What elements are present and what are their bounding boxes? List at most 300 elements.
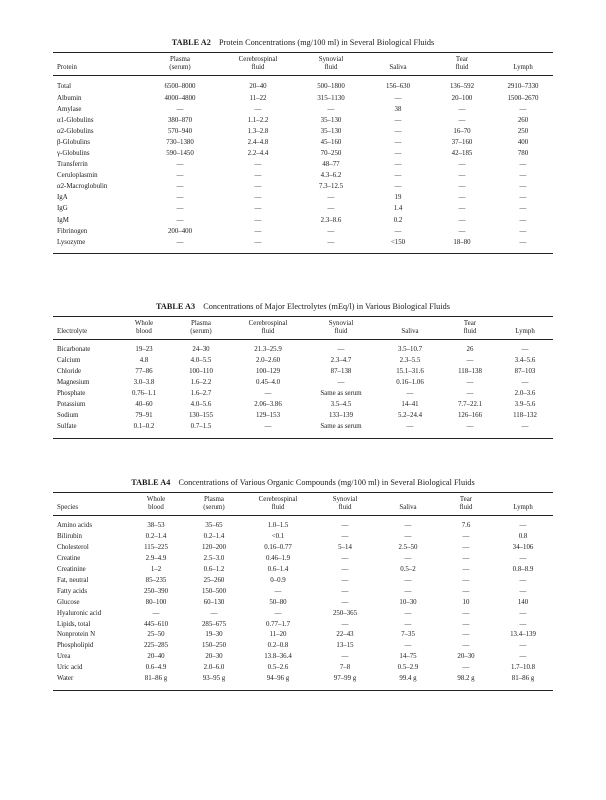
table-row — [53, 630, 553, 641]
table-cell: 2.0–2.60 — [255, 357, 281, 365]
table-row — [53, 587, 553, 598]
column-header: Tear fluid — [459, 496, 473, 512]
table-cell: 35–65 — [205, 522, 223, 530]
row-label: Water — [57, 675, 74, 683]
table-cell: — — [176, 205, 184, 213]
table-cell: — — [519, 576, 527, 584]
table-cell: — — [341, 555, 349, 563]
table-cell: 1.4 — [393, 205, 403, 213]
table-cell: — — [406, 390, 414, 398]
table-cell: — — [394, 127, 402, 135]
table-cell: — — [519, 238, 527, 246]
table-cell: 590–1450 — [166, 149, 194, 157]
table-cell: — — [394, 149, 402, 157]
table-cell: — — [458, 216, 466, 224]
table-cell: 14–41 — [401, 400, 419, 408]
table-cell: — — [337, 379, 345, 387]
table-cell: — — [341, 587, 349, 595]
table-cell: 45–160 — [320, 138, 342, 146]
table-cell: 250–365 — [332, 609, 358, 617]
table-cell: 0.2–1.4 — [145, 533, 167, 541]
column-header: Plasma (serum) — [169, 56, 191, 72]
table-cell: 4.0–5.5 — [190, 357, 212, 365]
table-cell: 99.4 g — [399, 675, 417, 683]
table-row — [53, 554, 553, 565]
table-cell: 0.6–4.9 — [145, 664, 167, 672]
table-cell: — — [521, 379, 529, 387]
table-cell: 0.2–1.4 — [203, 533, 225, 541]
row-label: Sodium — [57, 411, 79, 419]
row-label: Bicarbonate — [57, 346, 91, 354]
table-cell: 0.46–1.9 — [265, 555, 291, 563]
table-cell: 4.0–5.6 — [190, 400, 212, 408]
table-cell: — — [394, 172, 402, 180]
table-cell: — — [404, 555, 412, 563]
table-a2-caption — [53, 38, 553, 47]
table-cell: 1500–2670 — [507, 94, 539, 102]
table-row — [53, 543, 553, 554]
table-cell: 10 — [462, 598, 470, 606]
table-cell: 2.0–3.6 — [514, 390, 536, 398]
table-cell: 6500–8000 — [164, 83, 196, 91]
table-cell: 120–200 — [201, 544, 227, 552]
table-cell: — — [406, 422, 414, 430]
table-cell: — — [394, 161, 402, 169]
table-cell: — — [404, 609, 412, 617]
table-cell: 3.9–5.6 — [514, 400, 536, 408]
table-cell: — — [519, 161, 527, 169]
table-cell: 79–91 — [135, 411, 153, 419]
table-cell: 4.8 — [139, 357, 149, 365]
column-header: Lymph — [515, 328, 535, 336]
table-cell: — — [254, 238, 262, 246]
table-cell: 1.7–10.8 — [510, 664, 536, 672]
table-cell: 18–80 — [453, 238, 471, 246]
table-a4 — [53, 492, 553, 691]
table-cell: 20–40 — [249, 83, 267, 91]
table-cell: 285–675 — [201, 620, 227, 628]
table-cell: 118–138 — [458, 368, 482, 376]
column-header: Species — [57, 504, 79, 512]
table-cell: 0.7–1.5 — [190, 422, 212, 430]
table-cell: 13–15 — [336, 642, 354, 650]
table-row — [53, 521, 553, 532]
table-cell: — — [519, 609, 527, 617]
table-cell: 0.16–0.77 — [264, 544, 292, 552]
table-cell: 81–86 g — [511, 675, 535, 683]
table-cell: — — [254, 205, 262, 213]
table-cell: 19–30 — [205, 631, 223, 639]
table-cell: — — [254, 172, 262, 180]
table-cell: — — [341, 653, 349, 661]
column-header: Saliva — [401, 328, 419, 336]
table-cell: 0.6–1.4 — [267, 566, 289, 574]
column-header: Tear fluid — [455, 56, 469, 72]
table-cell: — — [254, 216, 262, 224]
table-row — [53, 203, 553, 214]
table-row — [53, 609, 553, 620]
table-row — [53, 215, 553, 226]
row-label: Magnesium — [57, 379, 90, 387]
table-cell: 2.06–3.86 — [254, 400, 282, 408]
table-cell: 118–132 — [513, 411, 537, 419]
table-cell: 136–592 — [449, 83, 475, 91]
table-cell: 225–285 — [143, 642, 169, 650]
table-cell: 60–130 — [203, 598, 225, 606]
table-cell: 0.16–1.06 — [396, 379, 424, 387]
row-label: IgM — [57, 216, 69, 224]
table-cell: — — [274, 609, 282, 617]
table-cell: 70–250 — [320, 149, 342, 157]
row-label: Phospholipid — [57, 642, 94, 650]
table-cell: — — [341, 533, 349, 541]
table-row — [53, 422, 553, 433]
table-cell: — — [519, 194, 527, 202]
row-label: Uric acid — [57, 664, 83, 672]
table-cell: 400 — [517, 138, 529, 146]
table-cell: 26 — [466, 346, 474, 354]
table-cell: — — [341, 566, 349, 574]
table-cell: — — [176, 183, 184, 191]
table-cell: 0.77–1.7 — [265, 620, 291, 628]
table-row — [53, 93, 553, 104]
table-cell: — — [462, 609, 470, 617]
table-cell: 7–35 — [401, 631, 415, 639]
table-cell: 100–110 — [189, 368, 213, 376]
table-cell: — — [341, 620, 349, 628]
table-row — [53, 576, 553, 587]
table-row — [53, 641, 553, 652]
table-cell: 3.4–5.6 — [514, 357, 536, 365]
table-a2-block — [53, 38, 553, 254]
table-cell: 37–160 — [451, 138, 473, 146]
table-cell: 16–70 — [453, 127, 471, 135]
table-a4-caption — [53, 478, 553, 487]
table-cell: — — [341, 598, 349, 606]
table-cell: 50–80 — [269, 598, 287, 606]
table-cell: — — [176, 161, 184, 169]
table-row — [53, 148, 553, 159]
table-cell: 2.5–50 — [398, 544, 418, 552]
table-cell: 81–86 g — [144, 675, 168, 683]
column-header: Synovial fluid — [332, 496, 358, 512]
table-cell: Same as serum — [320, 422, 362, 430]
table-cell: — — [521, 346, 529, 354]
table-cell: 2.0–6.0 — [203, 664, 225, 672]
table-cell: 77–86 — [135, 368, 153, 376]
column-header: Whole blood — [134, 320, 154, 336]
table-cell: 0.5–2.6 — [267, 664, 289, 672]
table-cell: 85–235 — [145, 576, 167, 584]
table-cell: — — [254, 194, 262, 202]
table-cell: 93–95 g — [202, 675, 226, 683]
table-row — [53, 367, 553, 378]
table-cell: — — [458, 227, 466, 235]
table-cell: 42–185 — [451, 149, 473, 157]
row-label: Hyaluronic acid — [57, 609, 102, 617]
table-cell: 38–53 — [147, 522, 165, 530]
table-cell: 250 — [517, 127, 529, 135]
table-cell: 445–610 — [143, 620, 169, 628]
table-cell: — — [462, 566, 470, 574]
table-row — [53, 356, 553, 367]
table-row — [53, 663, 553, 674]
table-cell: 250–390 — [143, 587, 169, 595]
table-cell: — — [264, 390, 272, 398]
table-cell: 0.2–0.8 — [267, 642, 289, 650]
table-cell: — — [327, 194, 335, 202]
table-cell: 315–1130 — [317, 94, 345, 102]
table-cell: — — [274, 587, 282, 595]
column-header: Protein — [57, 64, 77, 72]
table-a4-header-row — [53, 493, 553, 516]
table-cell: 1–2 — [150, 566, 162, 574]
column-header: Plasma (serum) — [203, 496, 225, 512]
row-label: Creatine — [57, 555, 81, 563]
row-label: α1-Globulins — [57, 116, 94, 124]
table-cell: — — [462, 642, 470, 650]
table-cell: — — [519, 587, 527, 595]
table-cell: 94–96 g — [266, 675, 290, 683]
table-cell: 19–23 — [135, 346, 153, 354]
row-label: Calcium — [57, 357, 81, 365]
row-label: Amino acids — [57, 522, 93, 530]
table-row — [53, 674, 553, 685]
table-row — [53, 170, 553, 181]
row-label: Creatinine — [57, 566, 86, 574]
column-header: Tear fluid — [463, 320, 477, 336]
row-label: Fibrinogen — [57, 227, 88, 235]
column-header: Saliva — [389, 64, 407, 72]
table-cell: 730–1380 — [166, 138, 194, 146]
table-cell: 20–30 — [457, 653, 475, 661]
column-header: Electrolyte — [57, 328, 88, 336]
table-cell: 150–250 — [201, 642, 227, 650]
table-row — [53, 400, 553, 411]
table-cell: — — [519, 642, 527, 650]
table-cell: 10–30 — [399, 598, 417, 606]
table-cell: — — [519, 620, 527, 628]
table-cell: 11–22 — [249, 94, 267, 102]
table-cell: — — [341, 576, 349, 584]
row-label: Phosphate — [57, 390, 86, 398]
table-row — [53, 226, 553, 237]
table-cell: — — [341, 522, 349, 530]
table-cell: 200–400 — [167, 227, 193, 235]
table-cell: 260 — [517, 116, 529, 124]
table-cell: 129–153 — [255, 411, 281, 419]
table-cell: — — [519, 522, 527, 530]
table-cell: — — [462, 544, 470, 552]
table-cell: — — [254, 227, 262, 235]
table-row — [53, 104, 553, 115]
table-cell: — — [466, 357, 474, 365]
table-row — [53, 620, 553, 631]
table-cell: 2.4–4.8 — [247, 138, 269, 146]
table-row — [53, 81, 553, 92]
row-label: Nonprotein N — [57, 631, 96, 639]
table-cell: 48–77 — [322, 161, 340, 169]
table-cell: — — [404, 576, 412, 584]
table-cell: — — [176, 216, 184, 224]
row-label: Total — [57, 83, 72, 91]
row-label: Lipids, total — [57, 620, 91, 628]
table-cell: 2.5–3.0 — [203, 555, 225, 563]
column-header: Saliva — [399, 504, 417, 512]
table-cell: Same as serum — [320, 390, 362, 398]
table-cell: — — [466, 390, 474, 398]
table-cell: — — [519, 555, 527, 563]
table-cell: — — [337, 346, 345, 354]
table-cell: 4.3–6.2 — [320, 172, 342, 180]
table-cell: 13.4–139 — [510, 631, 536, 639]
row-label: γ-Globulins — [57, 149, 90, 157]
table-cell: — — [462, 587, 470, 595]
table-cell: — — [327, 238, 335, 246]
column-header: Cerebrospinal fluid — [248, 320, 288, 336]
table-cell: 2910–7330 — [507, 83, 539, 91]
table-cell: 24–30 — [192, 346, 210, 354]
table-cell: 0.6–1.2 — [203, 566, 225, 574]
row-label: Cholesterol — [57, 544, 89, 552]
table-cell: 0.8–8.9 — [512, 566, 534, 574]
table-cell: 80–100 — [145, 598, 167, 606]
table-cell: 3.0–3.8 — [133, 379, 155, 387]
table-cell: — — [462, 533, 470, 541]
table-cell: 2.2–4.4 — [247, 149, 269, 157]
table-a3 — [53, 316, 553, 439]
table-cell: 11–20 — [269, 631, 287, 639]
table-cell: — — [462, 620, 470, 628]
table-cell: — — [458, 205, 466, 213]
table-a4-label: TABLE A4 — [131, 478, 171, 487]
row-label: Ceruloplasmin — [57, 172, 98, 180]
table-cell: 4000–4800 — [164, 94, 196, 102]
table-row — [53, 115, 553, 126]
table-cell: — — [519, 183, 527, 191]
table-cell: 115–225 — [144, 544, 168, 552]
table-cell: — — [458, 194, 466, 202]
table-row — [53, 532, 553, 543]
table-a3-header-row — [53, 317, 553, 340]
table-cell: — — [254, 105, 262, 113]
row-label: α2-Globulins — [57, 127, 94, 135]
table-cell: — — [458, 183, 466, 191]
table-a2-header-row — [53, 53, 553, 76]
table-cell: 0.76–1.1 — [131, 390, 157, 398]
table-cell: 21.3–25.9 — [254, 346, 282, 354]
table-cell: 130–155 — [188, 411, 214, 419]
table-cell: 14–75 — [399, 653, 417, 661]
table-cell: 87–138 — [330, 368, 352, 376]
table-cell: 98.2 g — [457, 675, 475, 683]
table-cell: 0.45–4.0 — [255, 379, 281, 387]
table-cell: — — [394, 183, 402, 191]
table-cell: — — [404, 642, 412, 650]
table-cell: — — [458, 105, 466, 113]
table-cell: — — [394, 116, 402, 124]
table-cell: — — [176, 172, 184, 180]
row-label: Chloride — [57, 368, 82, 376]
table-cell: 22–43 — [336, 631, 354, 639]
table-cell: 500–1800 — [317, 83, 345, 91]
table-cell: 156–630 — [385, 83, 411, 91]
table-cell: — — [254, 161, 262, 169]
table-cell: — — [462, 664, 470, 672]
table-cell: — — [254, 183, 262, 191]
table-row — [53, 237, 553, 248]
table-cell: — — [519, 227, 527, 235]
table-cell: — — [519, 172, 527, 180]
table-cell: 1.3–2.8 — [247, 127, 269, 135]
table-row — [53, 181, 553, 192]
table-cell: — — [394, 94, 402, 102]
table-cell: — — [404, 587, 412, 595]
table-row — [53, 126, 553, 137]
table-cell: 0.8 — [518, 533, 528, 541]
table-cell: — — [404, 533, 412, 541]
table-cell: 1.1–2.2 — [247, 116, 269, 124]
table-a4-block — [53, 478, 553, 691]
table-a3-label: TABLE A3 — [155, 302, 196, 311]
table-cell: — — [176, 105, 184, 113]
table-cell: 2.3–8.6 — [320, 216, 342, 224]
table-row — [53, 389, 553, 400]
table-cell: 87–103 — [514, 368, 536, 376]
table-cell: 19 — [394, 194, 402, 202]
table-a2-label: TABLE A2 — [171, 38, 211, 47]
table-row — [53, 345, 553, 356]
row-label: Sulfate — [57, 422, 77, 430]
table-a4-title: Concentrations of Various Organic Compounds (mg/100 ml) in Several Biological Fluids — [178, 478, 475, 487]
table-row — [53, 137, 553, 148]
table-cell: 20–40 — [147, 653, 165, 661]
table-cell: — — [519, 216, 527, 224]
column-header: Synovial fluid — [318, 56, 344, 72]
table-cell: 0–0.9 — [270, 576, 286, 584]
table-cell: <150 — [390, 238, 406, 246]
table-cell: 7.7–22.1 — [457, 400, 483, 408]
table-cell: — — [264, 422, 272, 430]
table-cell: 3.5–4.5 — [330, 400, 352, 408]
table-cell: 0.2 — [393, 216, 403, 224]
table-cell: 38 — [394, 105, 402, 113]
row-label: Bilirubin — [57, 533, 82, 541]
row-label: Lysozyme — [57, 238, 86, 246]
table-cell: 35–130 — [320, 116, 342, 124]
table-row — [53, 192, 553, 203]
table-cell: 140 — [517, 598, 529, 606]
table-cell: 380–870 — [167, 116, 193, 124]
table-cell: — — [327, 227, 335, 235]
table-cell: 133–139 — [328, 411, 354, 419]
table-cell: 34–106 — [512, 544, 534, 552]
table-cell: — — [458, 116, 466, 124]
row-label: Fatty acids — [57, 587, 88, 595]
table-cell: 97–99 g — [333, 675, 357, 683]
table-cell: — — [462, 631, 470, 639]
table-row — [53, 159, 553, 170]
column-header: Whole blood — [146, 496, 166, 512]
column-header: Synovial fluid — [328, 320, 354, 336]
table-cell: 25–50 — [147, 631, 165, 639]
table-cell: — — [462, 576, 470, 584]
table-cell: 1.6–2.7 — [190, 390, 212, 398]
column-header: Cerebrospinal fluid — [258, 496, 298, 512]
table-cell: — — [519, 653, 527, 661]
table-cell: 0.5–2 — [400, 566, 416, 574]
row-label: Urea — [57, 653, 71, 661]
